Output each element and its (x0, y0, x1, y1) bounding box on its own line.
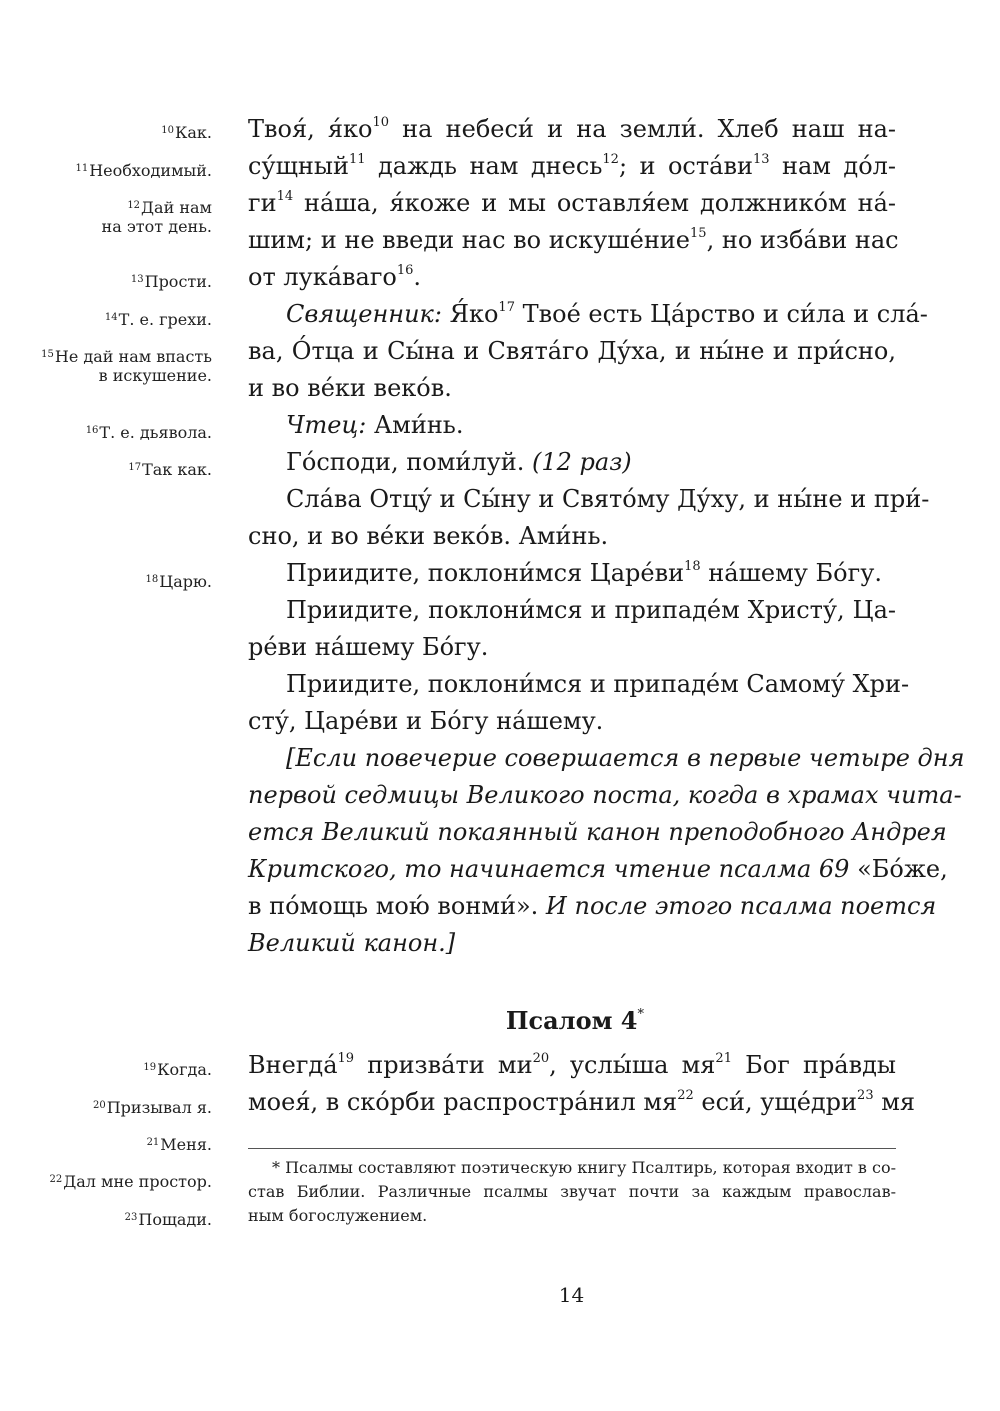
footnote-line: * Псалмы составляют поэтическую книгу Псалтирь, которая входит в со- (272, 1158, 897, 1177)
rubric-line: Критского, то начинается чтение псалма 69 «Бо́же, (248, 855, 948, 883)
text-line: от лука́ваго$^{16}$. (248, 263, 422, 291)
footnote-divider (248, 1148, 896, 1149)
margin-note-20: $^{20}$Призывал я. (92, 1098, 212, 1117)
margin-note-18: $^{18}$Царю. (145, 572, 212, 591)
rubric-line: в по́мощь мою́ вонми́». И после этого псалма поется (248, 892, 937, 920)
margin-note-15: $^{15}$Не дай нам впасть в искушение. (41, 347, 212, 385)
footnote-line: ным богослужением. (248, 1206, 428, 1225)
text-line: Священник: $Я́ко^{17}$ Твое́ есть Ца́рство и си́ла и сла́- (286, 300, 928, 328)
margin-note-17: $^{17}$Так как. (128, 460, 212, 479)
rubric-line: Великий канон.] (248, 929, 456, 957)
margin-note-12: $^{12}$Дай нам на этот день. (101, 198, 212, 236)
text-line: су́щный$^{11}$ даждь нам днесь$^{12}$; и $оста́ви^{13}$ нам до́л- (248, 152, 897, 180)
psalm-text (248, 1047, 916, 1121)
text-line: ва, О́тца и Сы́на и Свята́го Ду́ха, и ны́не и при́сно, (248, 337, 896, 365)
prayer-text (248, 111, 965, 962)
footnote (248, 1156, 896, 1228)
text-line: шим; и не введи нас во искуше́ние$^{15}$, но изба́ви нас (248, 226, 899, 254)
rubric-line: ется Великий покаянный канон преподобного Андрея (248, 818, 947, 846)
text-line: и во ве́ки веко́в. (248, 374, 452, 402)
text-line: Приидите, поклони́мся $Царе́ви^{18}$ на́шему Бо́гу. (286, 559, 882, 587)
text-line: моея́, в ско́рби распростра́нил $мя^{22}$ еси́, уще́дри$^{23}$ мя (248, 1088, 916, 1116)
text-line: Сла́ва Отцу́ и Сы́ну и Свято́му Ду́ху, и ны́не и при́- (286, 485, 930, 513)
text-line: Го́споди, поми́луй. (12 раз) (286, 448, 632, 476)
text-line: ре́ви на́шему Бо́гу. (248, 633, 489, 661)
text-line: Внегда́$^{19}$ призва́ти $ми^{20}$, услы́ша $мя^{21}$ Бог пра́вды (248, 1051, 897, 1079)
margin-note-22: $^{22}$Дал мне простор. (49, 1172, 212, 1191)
margin-note-21: $^{21}$Меня. (146, 1135, 212, 1154)
margin-note-16: $^{16}$Т. е. дьявола. (85, 423, 212, 442)
role-label: Священник: (286, 300, 442, 328)
text-line: Чтец: Ами́нь. (286, 411, 464, 439)
text-line: сно, и во ве́ки веко́в. Ами́нь. (248, 522, 609, 550)
margin-note-23: $^{23}$Пощади. (124, 1210, 212, 1229)
text-line: Твоя́, $я́ко^{10}$ на небеси́ и на земли́. Хлеб наш на- (248, 115, 896, 143)
rubric-line: [Если повечерие совершается в первые четыре дня (286, 744, 965, 772)
margin-note-10: $^{10}$Как. (161, 123, 212, 142)
text-line: Приидите, поклони́мся и припаде́м Христу́, Ца- (286, 596, 896, 624)
role-label: Чтец: (286, 411, 367, 439)
text-line: Приидите, поклони́мся и припаде́м Самому́ Хри- (286, 670, 910, 698)
margin-note-13: $^{13}$Прости. (130, 272, 212, 291)
rubric-line: первой седмицы Великого поста, когда в храмах чита- (248, 781, 962, 809)
footnote-line: став Библии. Различные псалмы звучат почти за каждым православ- (248, 1182, 896, 1201)
margin-note-11: $^{11}$Необходимый. (75, 161, 212, 180)
page-number: 14 (558, 1283, 585, 1307)
text-line: сту́, Царе́ви и Бо́гу на́шему. (248, 707, 604, 735)
margin-note-19: $^{19}$Когда. (143, 1060, 212, 1079)
psalm-heading: Псалом 4* (505, 1006, 644, 1035)
text-line: $ги^{14}$ на́ша, я́коже и мы оставля́ем должнико́м на́- (248, 189, 896, 217)
margin-note-14: $^{14}$Т. е. грехи. (104, 310, 212, 329)
